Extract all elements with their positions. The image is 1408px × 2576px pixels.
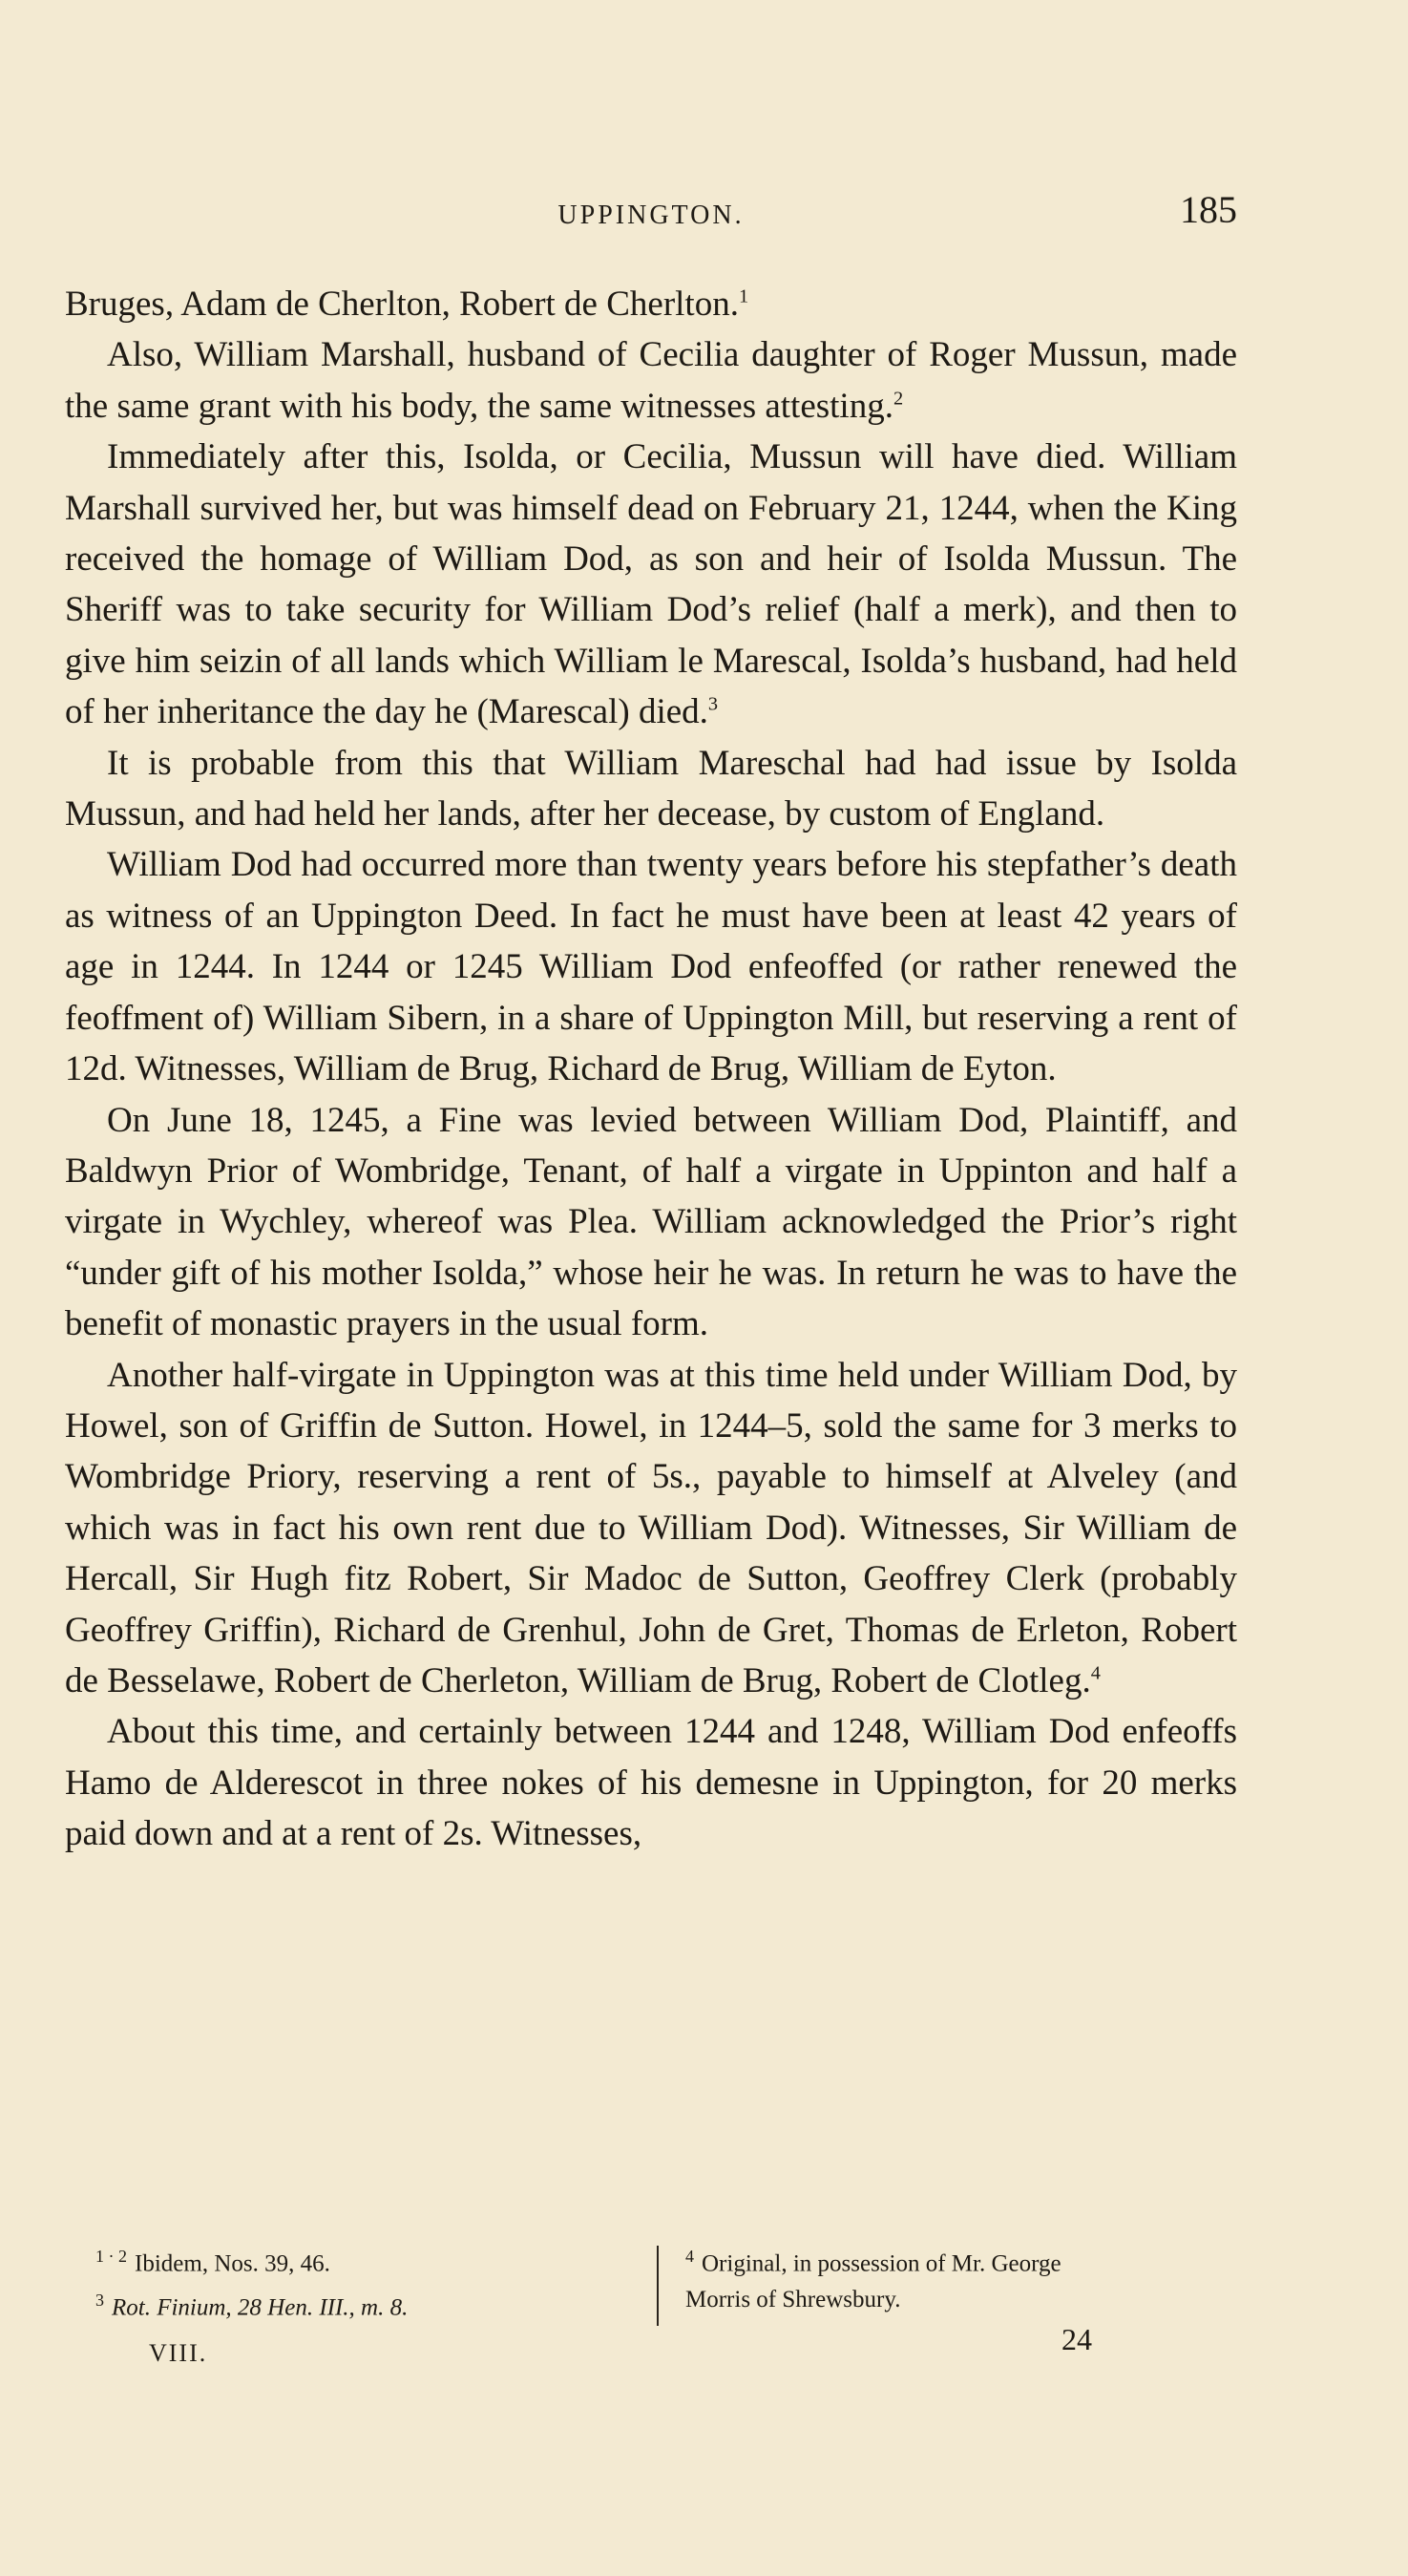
footnote-reference: 4 bbox=[1090, 1662, 1101, 1684]
footnote-continuation: Morris of Shrewsbury. bbox=[685, 2287, 901, 2313]
footnotes-left-column bbox=[95, 2238, 630, 2327]
footnotes bbox=[95, 2238, 1241, 2324]
footnote: $^{1 \cdot 2}$ Ibidem, Nos. 39, 46. bbox=[95, 2247, 330, 2277]
running-title: UPPINGTON. bbox=[557, 201, 745, 230]
footnote-divider bbox=[657, 2246, 659, 2326]
paragraph: It is probable from this that William Mareschal had had issue by Isolda Mussun, and had held her lands, after her decease, by custom of England. bbox=[65, 743, 1237, 834]
paragraph: Immediately after this, Isolda, or Cecilia, Mussun will have died. William Marshall survived her, but was himself dead on February 21, 1244, when the King received the homage of William Dod, as son and heir of Isolda Mussun. The Sheriff was to take security for William Dod’s relief (half a merk), and then to give him seizin of all lands which William le Marescal, Isolda’s husband, had held of her inheritance the day he (Marescal) died.$^3$ bbox=[65, 437, 1237, 732]
paragraph: Another half-virgate in Uppington was at this time held under William Dod, by Howel, son of Griffin de Sutton. Howel, in 1244–5, sold the same for 3 merks to Wombridge Priory, reserving a rent of 5s., payable to himself at Alveley (and which was in fact his own rent due to William Dod). Witnesses, Sir William de Hercall, Sir Hugh fitz Robert, Sir Madoc de Sutton, Geoffrey Clerk (probably Geoffrey Griffin), Richard de Grenhul, John de Gret, Thomas de Erleton, Robert de Besselawe, Robert de Cherleton, William de Brug, Robert de Clotleg.$^4$ bbox=[65, 1355, 1237, 1700]
paragraph: About this time, and certainly between 1244 and 1248, William Dod enfeoffs Hamo de Alderescot in three nokes of his demesne in Uppington, for 20 merks paid down and at a rent of 2s. Witnesses, bbox=[65, 1712, 1237, 1854]
footnote: $^4$ Original, in possession of Mr. George bbox=[685, 2247, 1061, 2277]
footnote-reference: 1 bbox=[738, 285, 749, 307]
body-text bbox=[65, 279, 1237, 1860]
page-number: 185 bbox=[1180, 188, 1237, 231]
leaf-number: 24 bbox=[1061, 2322, 1092, 2356]
paragraph: Bruges, Adam de Cherlton, Robert de Cherlton.$^1$ bbox=[65, 285, 749, 324]
footnote-reference: 2 bbox=[893, 388, 904, 410]
signature-mark: VIII. bbox=[149, 2339, 208, 2367]
footnote-reference: 3 bbox=[707, 693, 719, 715]
footnotes-right-column bbox=[685, 2238, 1258, 2318]
paragraph: On June 18, 1245, a Fine was levied between William Dod, Plaintiff, and Baldwyn Prior of Wombridge, Tenant, of half a virgate in Uppinton and half a virgate in Wychley, whereof was Plea. William acknowledged the Prior’s right “under gift of his mother Isolda,” whose heir he was. In return he was to have the benefit of monastic prayers in the usual form. bbox=[65, 1100, 1237, 1344]
paragraph: William Dod had occurred more than twenty years before his stepfather’s death as witness of an Uppington Deed. In fact he must have been at least 42 years of age in 1244. In 1244 or 1245 William Dod enfeoffed (or rather renewed the feoffment of) William Sibern, in a share of Uppington Mill, but reserving a rent of 12d. Witnesses, William de Brug, Richard de Brug, William de Eyton. bbox=[65, 845, 1237, 1089]
page-header bbox=[65, 187, 1237, 244]
paragraph: Also, William Marshall, husband of Cecilia daughter of Roger Mussun, made the same grant with his body, the same witnesses attesting.$^2$ bbox=[65, 335, 1237, 426]
footnote: $^3$ Rot. Finium, 28 Hen. III., m. 8. bbox=[95, 2291, 409, 2321]
